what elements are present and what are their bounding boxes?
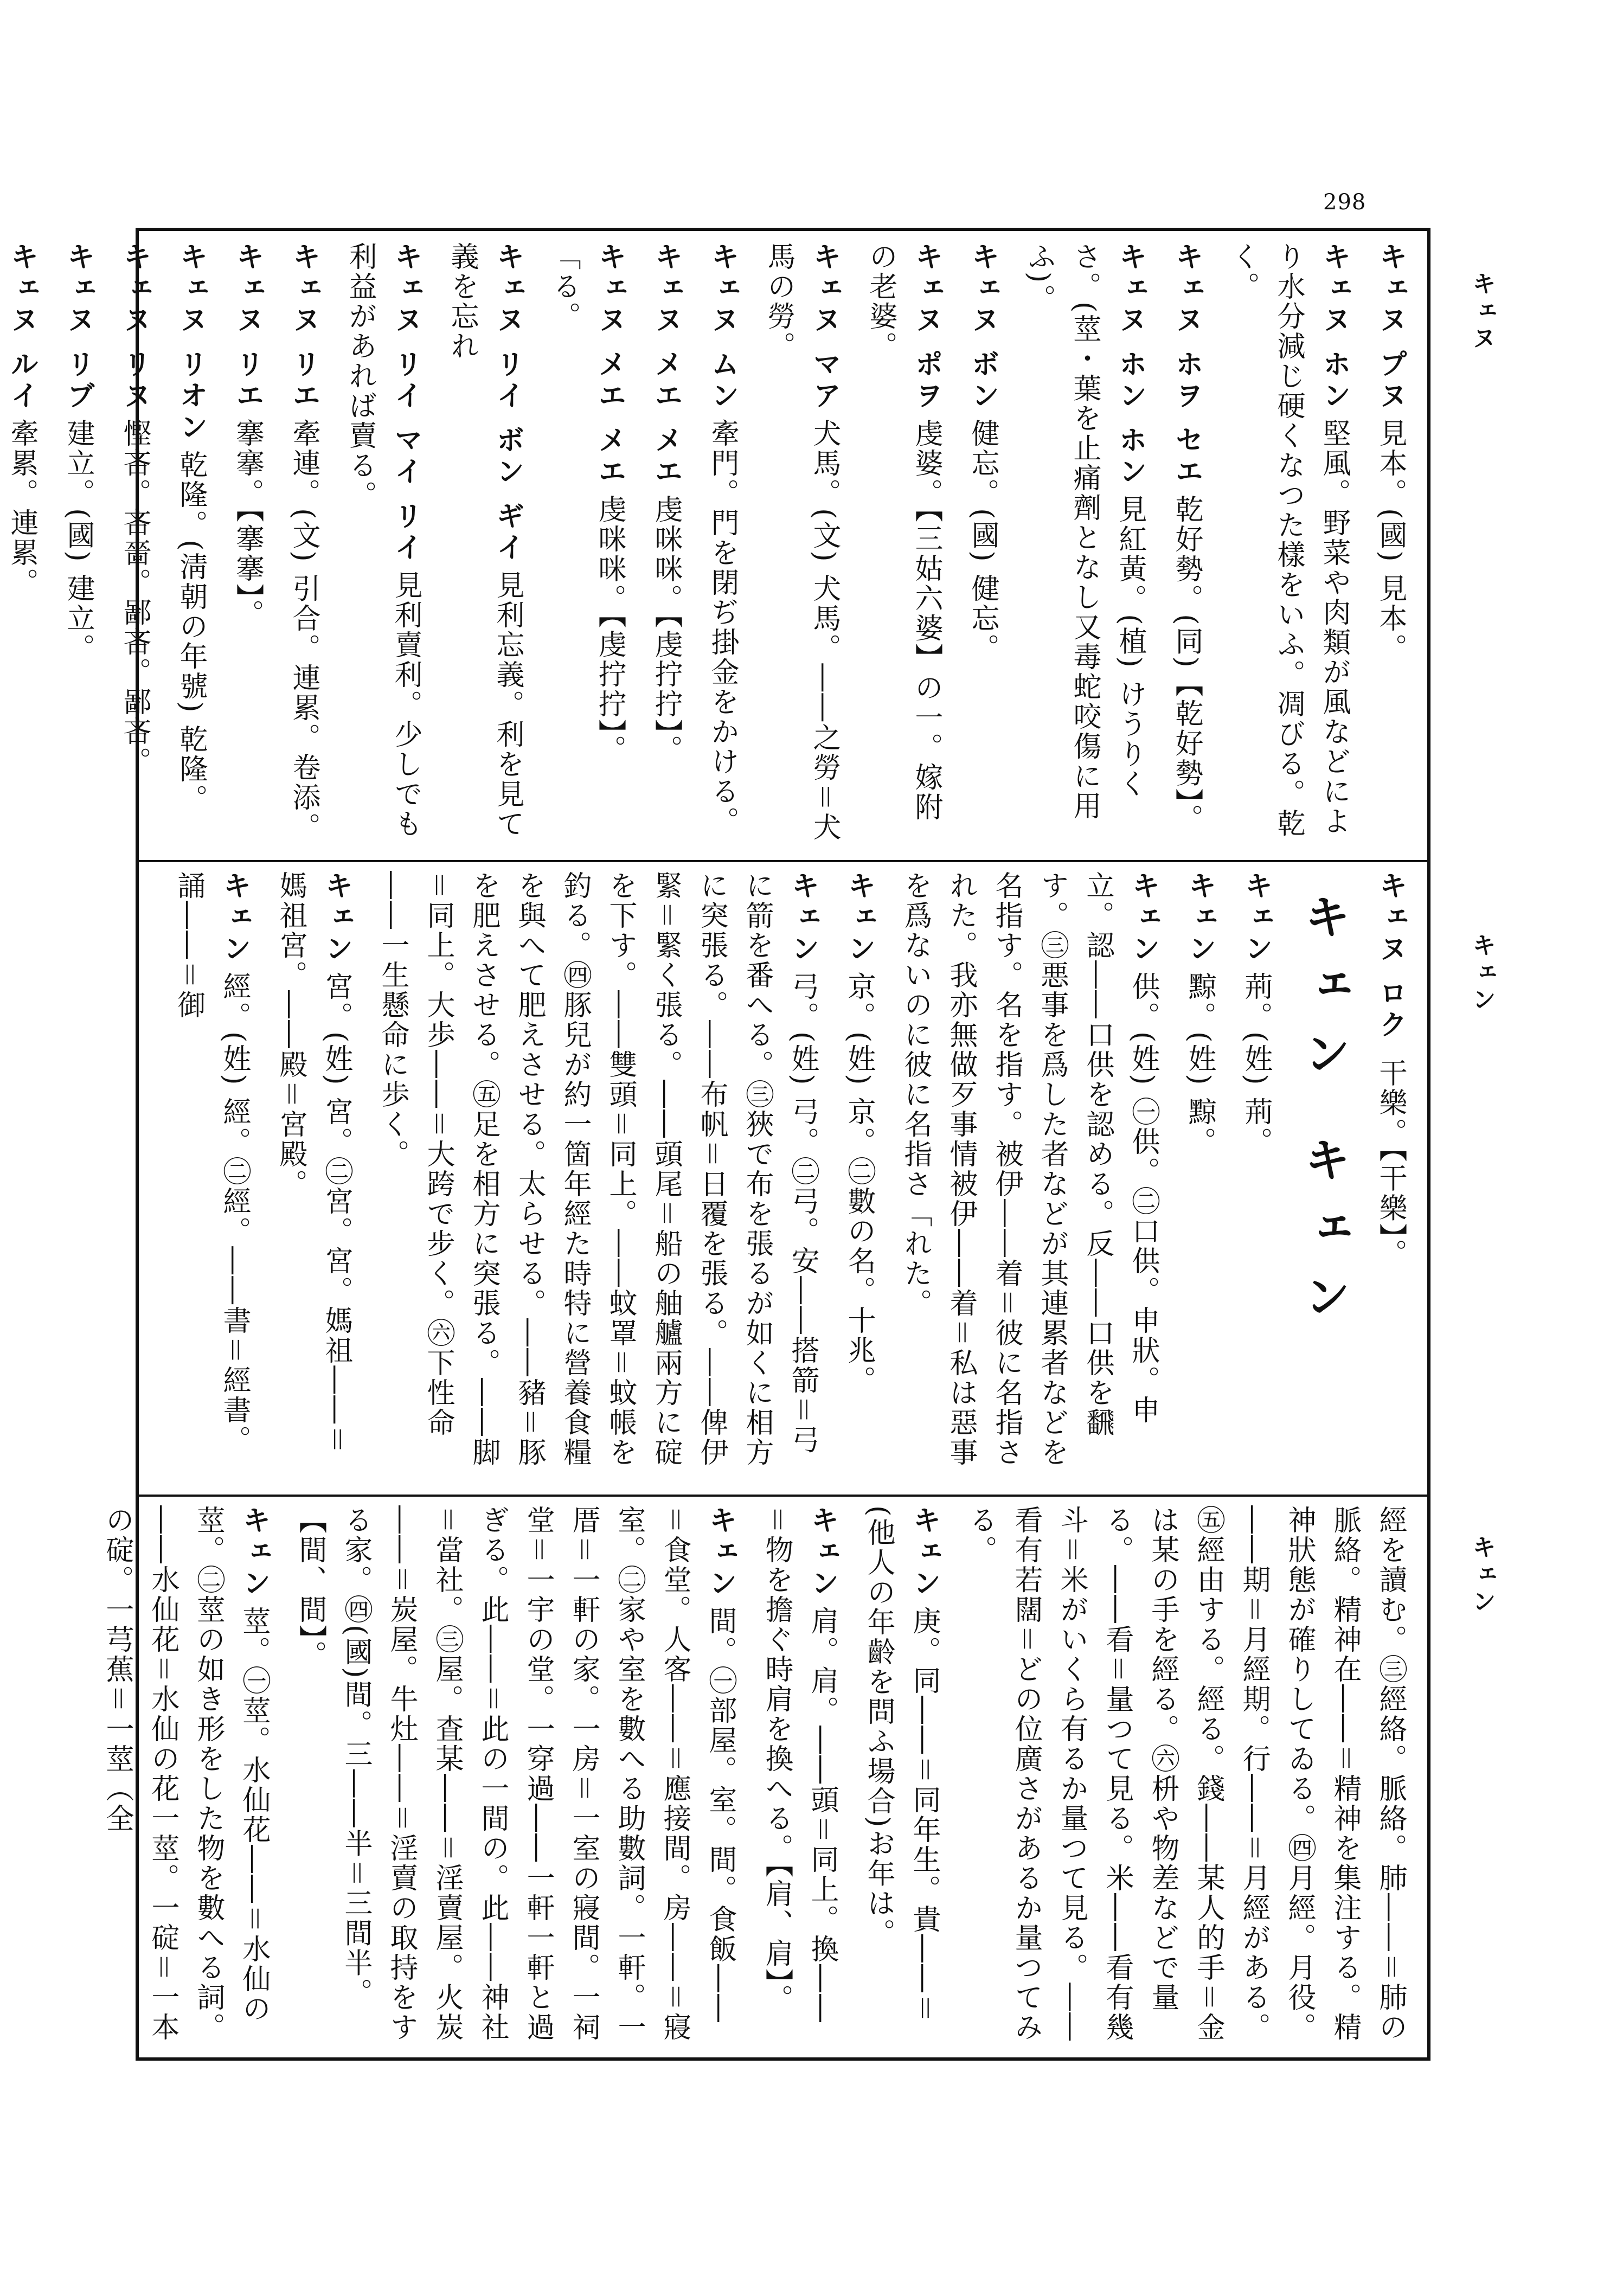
dictionary-entry [541,242,632,849]
tier-divider [139,860,1427,862]
dictionary-entry [166,871,257,1484]
dictionary-entry [1368,242,1413,849]
dictionary-entry [858,242,949,849]
entry-headword: キェヌ プヌ [1374,242,1407,413]
entry-definition: 虔咪咪。【虔拧拧】。 「る。 [548,242,626,765]
entry-column-stack [5,242,1413,849]
entry-headword: キェヌ ホン ホン [1114,242,1147,489]
entry-headword: キェン [1183,871,1216,965]
entry-headword: キェヌ ホヲ セエ [1170,242,1203,489]
dictionary-entry [958,1505,1413,2053]
entry-definition: 慳吝。吝嗇。鄙吝。鄙吝。 [118,419,151,777]
tier-top [5,242,1413,849]
dictionary-entry [94,1505,277,2053]
dictionary-entry [287,1505,743,2053]
entry-headword: キェン [1240,871,1273,965]
entry-headword: キェヌ ポヲ [910,242,943,413]
dictionary-entry [0,242,44,849]
entry-definition: 間。㊀部屋。室。間。食飯――＝食堂。人客――＝應接間。房――＝寢室。㊁家や室を數へる助數詞。一軒。一厝＝一軒の家。一房＝一室の寢間。一祠堂＝一宇の堂。一穿過――一軒一軒と過ぎる。此――＝此の一間の。此――神社＝當社。㊂屋。査某――＝淫賣屋。火炭――＝炭屋。牛灶――＝淫賣の取持をする家。㊃(國)間。三――半＝三間半。【間、間】。 [294,1505,736,2043]
entry-definition: 牽累。連累。 [5,419,38,598]
dictionary-entry [370,871,825,1484]
entry-definition: 見利忘義。利を見て義を忘れ [446,242,524,839]
entry-definition: 見本。(國) 見本。 [1374,419,1407,664]
dictionary-entry [643,242,689,849]
entry-headword: キェヌ メエ メエ [650,242,683,489]
page-number: 298 [1323,190,1367,215]
entry-definition: 堅風。野菜や肉類が風などにより水分減じ硬くなつた樣をいふ。凋びる。乾く。 [1227,242,1350,838]
dictionary-entry [960,242,1005,849]
dictionary-entry [856,1505,947,2053]
entry-definition: 宮。(姓) 宮。㊁宮。宮。媽祖――＝媽祖宮。――殿＝宮殿。 [274,871,352,1455]
entry-definition: 莖。㊀莖。水仙花――＝水仙の莖。㊁莖の如き形をした物を數へる詞。――水仙花＝水仙の花一莖。一碇＝一本の碇。一芎蕉＝一莖（全 [101,1505,270,2043]
entry-headword: キェヌ リイ ボン ギイ [491,242,524,565]
entry-definition: 牽門。門を閉ぢ掛金をかける。 [706,419,739,837]
entry-headword: キェヌ ロク [1374,871,1407,1042]
entry-definition: 建立。(國) 建立。 [62,419,94,664]
entry-definition: 乾好勢。(同)【乾好勢】。 [1170,495,1203,834]
dictionary-entry [836,871,882,1484]
entry-headword: キェヌ ルイ [5,242,39,413]
entry-definition: 虔咪咪。【虔拧拧】。 [650,495,682,765]
entry-definition: 牽連。(文) 引合。連累。卷添。 [287,419,320,843]
entry-headword: キェン [843,871,876,965]
dictionary-entry [112,242,157,849]
entry-headword: キェヌ リヌ [118,242,151,413]
entry-headword: キェヌ リエ [287,242,320,413]
entry-headword: キェヌ ボン [966,242,999,413]
entry-definition: 搴搴。【搴搴】。 [231,419,264,630]
running-head-bottom: キェン [1468,1535,1496,1616]
entry-definition: 京。(姓) 京。㊁數の名。十兆。 [843,972,875,1396]
entry-definition: 健忘。(國) 健忘。 [966,419,999,664]
dictionary-entry [756,242,847,849]
dictionary-entry [281,242,326,849]
entry-definition: 經を讀む。㊂經絡。脈絡。肺――＝肺の脈絡。精神在――＝精神を集注する。精神狀態が確りしてゐる。㊃月經。月役。――期＝月經期。行――＝月經がある。㊄經由する。經る。錢――某人的手＝金は某の手を經る。㊅枡や物差などで量る。――看＝量つて見る。米――看有幾斗＝米がいくら有るか量つて見る。――看有若闊＝どの位廣さがあるか量つてみる。 [964,1505,1407,2043]
entry-definition: 庚。同――＝同年生。貴――＝(他人の年齡を問ふ場合)お年は。 [862,1505,940,2024]
entry-headword: キェン [320,871,353,965]
section-heading: キェン キェン [1296,893,1351,1341]
dictionary-entry [754,1505,845,2053]
dictionary-entry [1164,242,1209,849]
entry-headword: キェヌ リオン [175,242,208,444]
entry-definition: 犬馬。(文) 犬馬。――之勞＝犬馬の勞。 [762,242,841,843]
entry-definition: 荊。(姓) 荊。 [1240,972,1272,1157]
entry-headword: キェヌ メエ メエ [593,242,626,489]
entry-definition: 見紅黃。(植) けうりくさ。(莖・葉を止痛劑となし又毒蛇咬傷に用ふ)。 [1023,242,1146,822]
entry-definition: 弓。(姓) 弓。㊁弓。安――搭箭＝弓に箭を番へる。㊂狹で布を張るが如くに相方に突張る。――布帆＝日覆を張る。――俾伊緊＝緊く張る。――頭尾＝船の舳艫兩方に碇を下す。――雙頭＝同上。――蚊罩＝蚊帳を釣る。㊃豚兒が約一箇年經た時特に營養食糧を與へて肥えさせる。太らせる。――豬＝豚を肥えさせる。㊄足を相方に突張る。――脚＝同上。大歩――＝大跨で步く。㊅下性命――一生懸命に歩く。 [376,871,819,1468]
entry-definition: 虔婆。【三姑六婆】の一。嫁附の老婆。 [864,242,942,823]
dictionary-entry [55,242,101,849]
dictionary-entry [439,242,530,849]
dictionary-entry [1177,871,1222,1484]
dictionary-entry [893,871,1166,1484]
entry-headword: キェン [908,1505,941,1600]
running-head-middle: キェン [1468,933,1496,1014]
entry-definition: 乾隆。(淸朝の年號) 乾隆。 [175,450,207,814]
entry-headword: キェン [1127,871,1160,965]
entry-headword: キェン [218,871,251,965]
entry-headword: キェヌ リブ [62,242,95,413]
dictionary-entry [168,242,214,849]
entry-definition: 肩。肩。――頭＝同上。換――＝物を擔ぐ時肩を換へる。【肩、肩】。 [760,1505,838,2024]
entry-headword: キェン [806,1505,839,1600]
tier-bottom [101,1505,1413,2053]
entry-headword: キェヌ ムン [706,242,739,413]
dictionary-entry [1016,242,1153,849]
entry-headword: キェヌ マア [808,242,841,413]
dictionary-entry [224,242,270,849]
entry-definition: 經。(姓) 經。㊁經。――書＝經書。誦――＝御 [172,871,251,1455]
dictionary-entry [1220,242,1357,849]
entry-headword: キェン [238,1505,271,1600]
tier-middle [155,871,1413,1484]
tier-divider [139,1495,1427,1497]
entry-headword: キェン [704,1505,737,1600]
entry-headword: キェヌ ホン [1318,242,1351,413]
entry-headword: キェヌ リエ [231,242,264,413]
entry-definition: 見利賣利。少しでも利益があれば賣る。 [344,242,422,839]
running-head-top: キェヌ [1468,271,1496,352]
dictionary-entry [1368,871,1413,1484]
dictionary-entry [1233,871,1279,1484]
entry-definition: 黥。(姓) 黥。 [1183,972,1216,1157]
dictionary-frame [5,228,1430,2061]
entry-headword: キェヌ リイ マイ リイ [389,242,422,565]
entry-headword: キェン [786,871,819,965]
dictionary-entry [268,871,359,1484]
entry-column-stack [155,871,1413,1484]
dictionary-entry [337,242,428,849]
entry-definition: 干樂。【干樂】。 [1374,1058,1407,1269]
dictionary-entry [700,242,745,849]
entry-definition: 供。(姓) ㊀供。㊁口供。申狀。申立。認――口供を認める。反――口供を飜す。㊂悪事を爲した者などが其連累者などを名指す。名を指す。被伊――着＝彼に名指された。我亦無做歹事情被伊――着＝私は惡事を爲ないのに彼に名指さ「れた。 [899,871,1159,1467]
entry-column-stack [101,1505,1413,2053]
